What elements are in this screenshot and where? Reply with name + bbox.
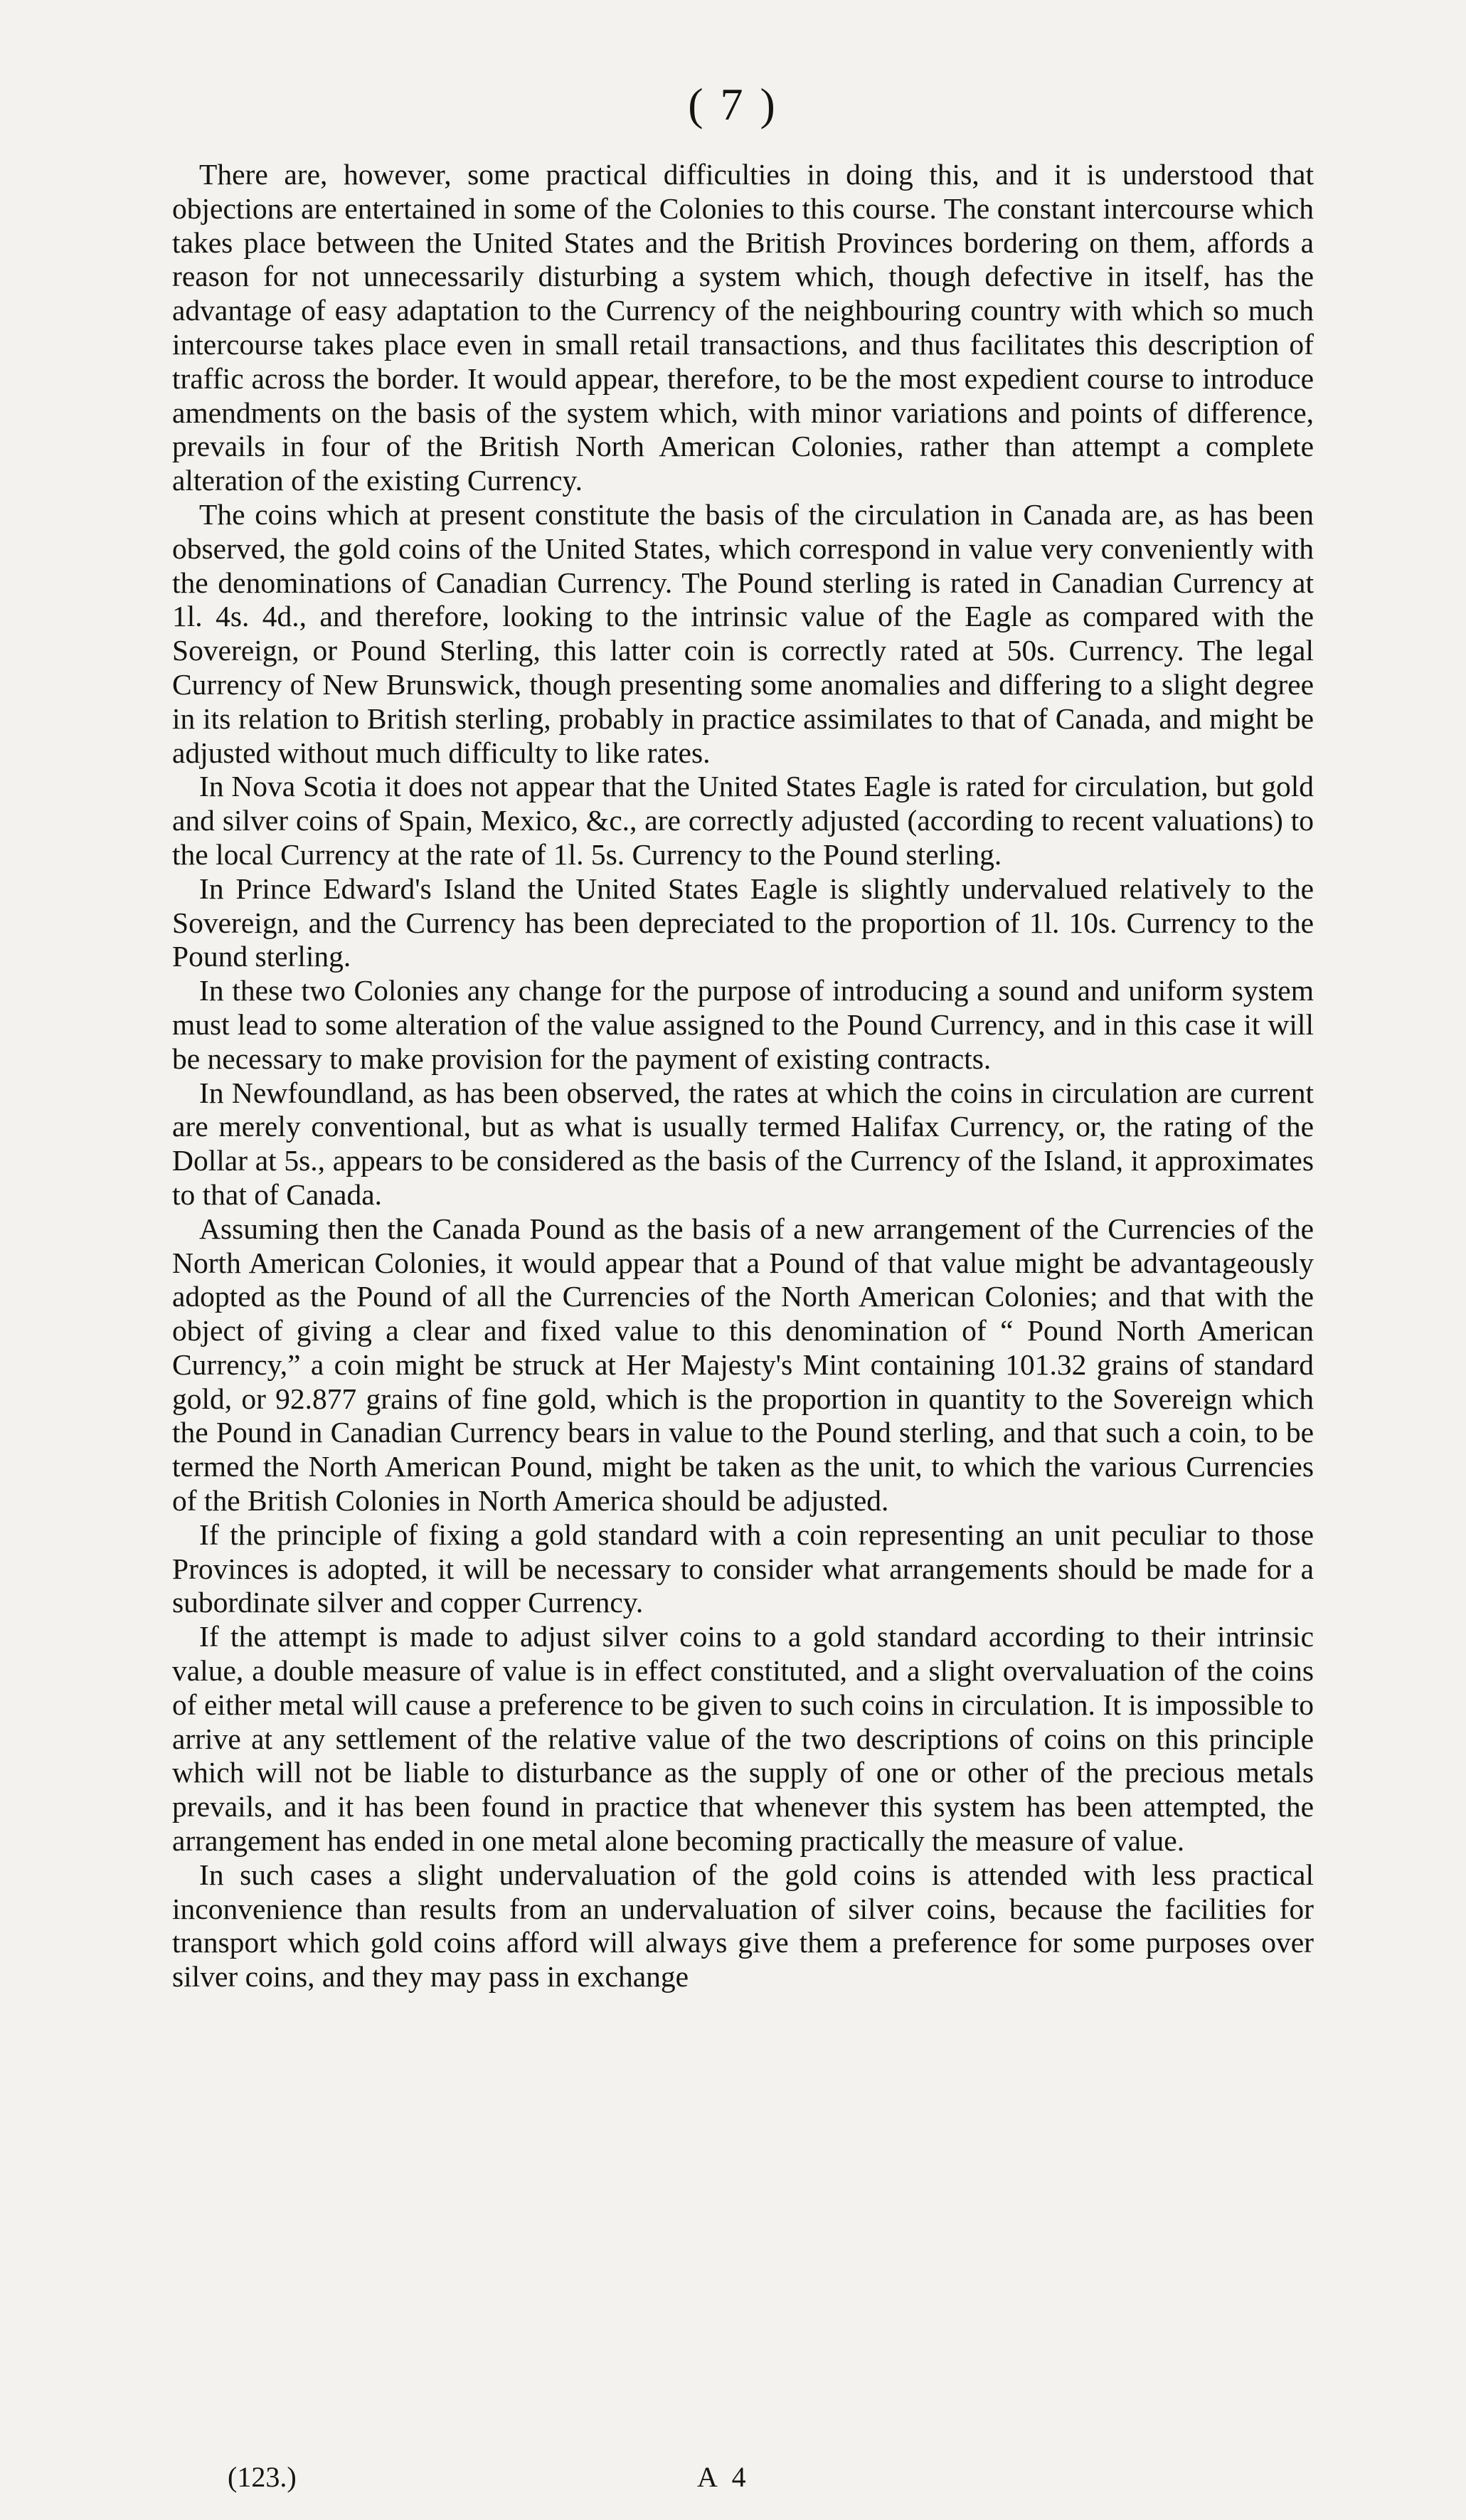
page-number: ( 7 ) — [688, 79, 778, 129]
paragraph: There are, however, some practical difficulties in doing this, and it is understood that objections are entertained in some of the Colonies to this course. The constant intercourse which takes place between the United States and the British Provinces bordering on them, affords a reason for not unnecessarily disturbing a system which, though defective in itself, has the advantage of easy adaptation to the Currency of the neighbouring country with which so much intercourse takes place even in small retail transactions, and thus facilitates this description of traffic across the border. It would appear, therefore, to be the most expedient course to introduce amendments on the basis of the system which, with minor variations and points of difference, prevails in four of the British North American Colonies, rather than attempt a complete alteration of the existing Currency. — [172, 158, 1314, 497]
paragraph: In such cases a slight undervaluation of the gold coins is attended with less practical inconvenience than results from an undervaluation of silver coins, because the facilities for transport which gold coins afford will always give them a preference for some purposes over silver coins, and they may pass in exchange — [172, 1858, 1314, 1994]
paragraph: In these two Colonies any change for the purpose of introducing a sound and uniform system must lead to some alteration of the value assigned to the Pound Currency, and in this case it will be necessary to make provision for the payment of existing contracts. — [172, 974, 1314, 1075]
sheet-number: (123.) — [228, 2461, 297, 2493]
paragraph: Assuming then the Canada Pound as the basis of a new arrangement of the Currencies of the North American Colonies, it would appear that a Pound of that value might be advantageously adopted as the Pound of all the Currencies of the North American Colonies; and that with the object of giving a clear and fixed value to this denomination of “ Pound North American Currency,” a coin might be struck at Her Majesty's Mint containing 101.32 grains of standard gold, or 92.877 grains of fine gold, which is the proportion in quantity to the Sovereign which the Pound in Canadian Currency bears in value to the Pound sterling, and that such a coin, to be termed the North American Pound, might be taken as the unit, to which the various Currencies of the British Colonies in North America should be adjusted. — [172, 1212, 1314, 1518]
paragraph: In Newfoundland, as has been observed, the rates at which the coins in circulation are current are merely conventional, but as what is usually termed Halifax Currency, or, the rating of the Dollar at 5s., appears to be considered as the basis of the Currency of the Island, it approximates to that of Canada. — [172, 1076, 1314, 1211]
signature-mark: A 4 — [697, 2461, 750, 2493]
paragraph: In Prince Edward's Island the United States Eagle is slightly undervalued relatively to the Sovereign, and the Currency has been depreciated to the proportion of 1l. 10s. Currency to the Pound sterling. — [172, 872, 1314, 973]
paragraph: If the principle of fixing a gold standard with a coin representing an unit peculiar to those Provinces is adopted, it will be necessary to consider what arrangements should be made for a subordinate silver and copper Currency. — [172, 1518, 1314, 1619]
paragraph: The coins which at present constitute the basis of the circulation in Canada are, as has been observed, the gold coins of the United States, which correspond in value very conveniently with the denominations of Canadian Currency. The Pound sterling is rated in Canadian Currency at 1l. 4s. 4d., and therefore, looking to the intrinsic value of the Eagle as compared with the Sovereign, or Pound Sterling, this latter coin is correctly rated at 50s. Currency. The legal Currency of New Brunswick, though presenting some anomalies and differing to a slight degree in its relation to British sterling, probably in practice assimilates to that of Canada, and might be adjusted without much difficulty to like rates. — [172, 497, 1314, 769]
paragraph: If the attempt is made to adjust silver coins to a gold standard according to their intrinsic value, a double measure of value is in effect constituted, and a slight overvaluation of the coins of either metal will cause a preference to be given to such coins in circulation. It is impossible to arrive at any settlement of the relative value of the two descriptions of coins on this principle which will not be liable to disturbance as the supply of one or other of the precious metals prevails, and it has been found in practice that whenever this system has been attempted, the arrangement has ended in one metal alone becoming practically the measure of value. — [172, 1620, 1314, 1858]
paragraph: In Nova Scotia it does not appear that the United States Eagle is rated for circulation, but gold and silver coins of Spain, Mexico, &c., are correctly adjusted (according to recent valuations) to the local Currency at the rate of 1l. 5s. Currency to the Pound sterling. — [172, 770, 1314, 871]
body-text — [172, 158, 1314, 1994]
